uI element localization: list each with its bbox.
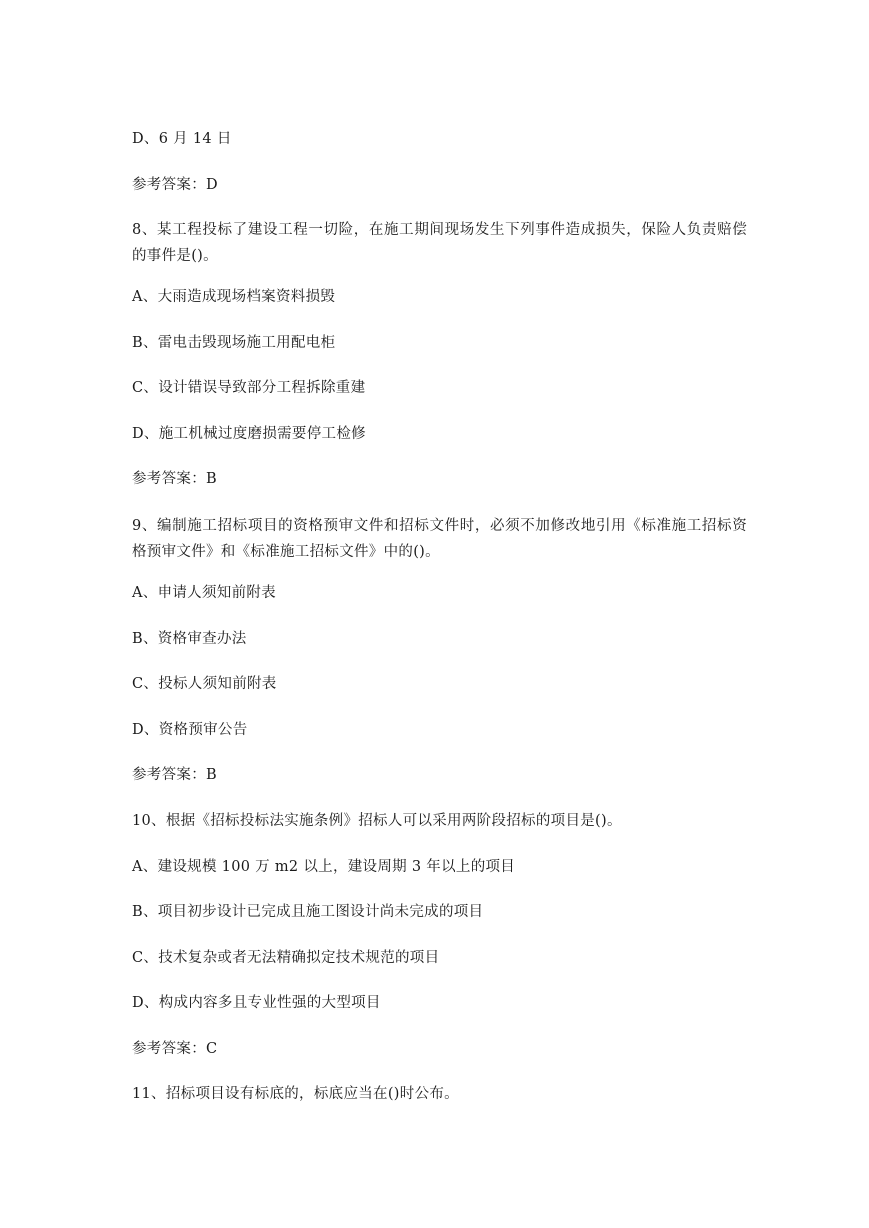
q10-answer: 参考答案：C	[132, 1041, 218, 1057]
q9-option-a: A、申请人须知前附表	[132, 585, 276, 601]
q8-answer: 参考答案：B	[132, 471, 217, 487]
q8-option-a: A、大雨造成现场档案资料损毁	[132, 289, 336, 305]
q8-question: 8、某工程投标了建设工程一切险，在施工期间现场发生下列事件造成损失，保险人负责赔偿的事件是()。	[132, 222, 747, 264]
q11-question: 11、招标项目设有标底的，标底应当在()时公布。	[132, 1086, 459, 1102]
q10-option-b: B、项目初步设计已完成且施工图设计尚未完成的项目	[132, 904, 484, 920]
q8-option-b: B、雷电击毁现场施工用配电柜	[132, 335, 336, 351]
q10-question: 10、根据《招标投标法实施条例》招标人可以采用两阶段招标的项目是()。	[132, 813, 622, 829]
q9-option-c: C、投标人须知前附表	[132, 676, 277, 692]
q10-option-c: C、技术复杂或者无法精确拟定技术规范的项目	[132, 950, 440, 966]
q9-question: 9、编制施工招标项目的资格预审文件和招标文件时，必须不加修改地引用《标准施工招标资格预审文件》和《标准施工招标文件》中的()。	[132, 518, 747, 560]
q7-option-d: D、6 月 14 日	[132, 131, 232, 147]
q9-option-b: B、资格审查办法	[132, 631, 247, 647]
q9-answer: 参考答案：B	[132, 767, 217, 783]
q10-option-a: A、建设规模 100 万 m2 以上，建设周期 3 年以上的项目	[132, 859, 516, 875]
q8-option-c: C、设计错误导致部分工程拆除重建	[132, 380, 366, 396]
q7-answer: 参考答案：D	[132, 177, 218, 193]
q9-option-d: D、资格预审公告	[132, 722, 248, 738]
q8-option-d: D、施工机械过度磨损需要停工检修	[132, 426, 366, 442]
q10-option-d: D、构成内容多且专业性强的大型项目	[132, 995, 381, 1011]
